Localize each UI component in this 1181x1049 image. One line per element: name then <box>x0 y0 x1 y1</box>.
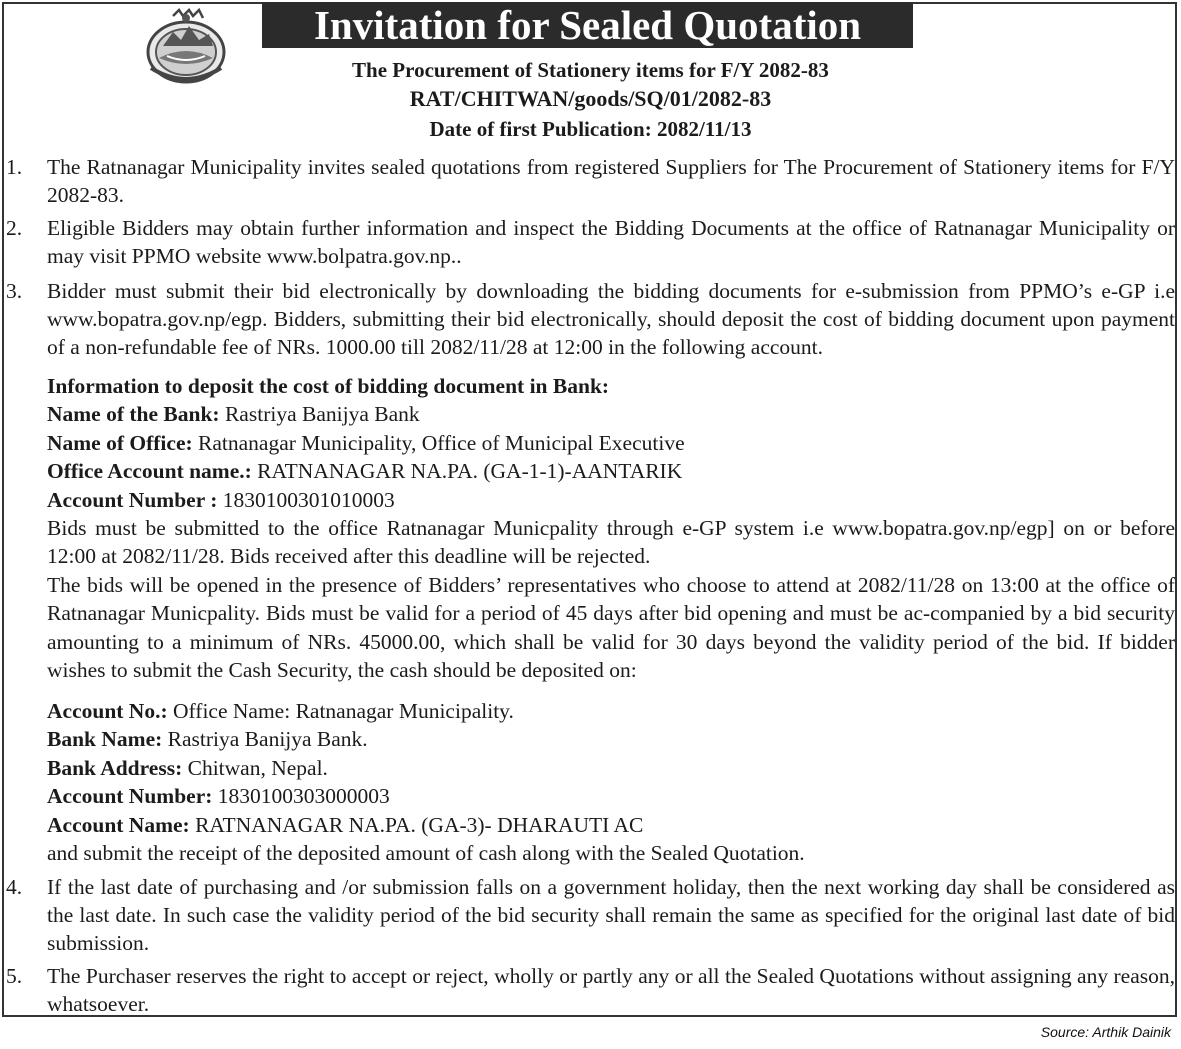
row-label: Bank Address: <box>47 755 183 780</box>
row-value: Rastriya Banijya Bank <box>224 402 420 427</box>
item-number: 5. <box>6 964 23 988</box>
row-value: Ratnanagar Municipality, Office of Municipal Executive <box>198 430 685 455</box>
subtitle-publication-date: Date of first Publication: 2082/11/13 <box>429 117 752 141</box>
submission-paragraph: Bids must be submitted to the office Ratnanagar Municpality through e-GP system i.e www.bopatra.gov.np/egp] on or before 12:00 at 2082/11/28. Bids received after this deadline will be rejected. <box>47 516 1175 569</box>
notice-title: Invitation for Sealed Quotation <box>262 2 913 48</box>
item-number: 2. <box>6 216 23 240</box>
item-text: The Purchaser reserves the right to accept or reject, wholly or partly any or all the Sealed Quotations without assigning any reason, whatsoever. <box>47 964 1175 1016</box>
source-credit: Source: Arthik Dainik <box>1040 1024 1171 1040</box>
row-value: Office Name: Ratnanagar Municipality. <box>173 699 514 723</box>
item-text: The Ratnanagar Municipality invites sealed quotations from registered Suppliers for The Procurement of Stationery items for F/Y 2082-83. <box>47 155 1175 207</box>
bank-info-row <box>47 486 1175 514</box>
bank-info-row <box>47 457 1175 485</box>
subtitle-reference: RAT/CHITWAN/goods/SQ/01/2082-83 <box>409 86 772 111</box>
row-value: 1830100301010003 <box>222 487 395 512</box>
opening-paragraph: The bids will be opened in the presence of Bidders’ representatives who choose to attend at 2082/11/28 on 13:00 at the office of Ratnanagar Municpality. Bids must be valid for a period of 45 days after bid opening and must be ac-companied by a bid security amounting to a minimum of NRs. 45000.00, which shall be valid for 30 days beyond the validity period of the bid. If bidder wishes to submit the Cash Security, the cash should be deposited on: <box>47 572 1175 683</box>
row-label: Name of Office: <box>47 430 193 455</box>
bank-info-row <box>47 429 1175 457</box>
bank-info-row <box>47 400 1175 428</box>
item-number: 3. <box>6 279 23 303</box>
cash-account-row <box>47 811 1175 839</box>
bank-info-section <box>47 372 1175 684</box>
cash-account-row <box>47 697 1175 725</box>
item-text: If the last date of purchasing and /or submission falls on a government holiday, then the next working day shall be considered as the last date. In such case the validity period of the bid security shall remain the same as specified for the original last date of bid submission. <box>47 875 1175 955</box>
cash-account-section <box>47 697 1175 867</box>
cash-account-row <box>47 782 1175 810</box>
row-label: Account Name: <box>47 812 190 837</box>
bank-info-heading: Information to deposit the cost of bidding document in Bank: <box>47 374 610 398</box>
cash-account-row <box>47 725 1175 753</box>
row-value: 1830100303000003 <box>217 784 390 809</box>
row-value: Chitwan, Nepal. <box>187 755 328 780</box>
item-number: 4. <box>6 875 23 899</box>
item-number: 1. <box>6 155 23 179</box>
item-text: Bidder must submit their bid electronically by downloading the bidding documents for e-submission from PPMO’s e-GP i.e www.bopatra.gov.np/egp. Bidders, submitting their bid electronically, should deposit the cost of bidding document upon payment of a non-refundable fee of NRs. 1000.00 till 2082/11/28 at 12:00 in the following account. <box>47 279 1175 359</box>
row-value: Rastriya Banijya Bank. <box>167 727 368 752</box>
cash-account-row <box>47 754 1175 782</box>
cash-account-closing: and submit the receipt of the deposited amount of cash along with the Sealed Quotation. <box>47 841 805 866</box>
row-value: RATNANAGAR NA.PA. (GA-1-1)-AANTARIK <box>257 459 683 484</box>
row-label: Account Number : <box>47 487 218 512</box>
row-label: Account No.: <box>47 699 168 723</box>
row-value: RATNANAGAR NA.PA. (GA-3)- DHARAUTI AC <box>195 812 644 837</box>
item-text: Eligible Bidders may obtain further information and inspect the Bidding Documents at the office of Ratnanagar Municipality or may visit PPMO website www.bolpatra.gov.np.. <box>47 216 1175 268</box>
row-label: Office Account name.: <box>47 459 252 484</box>
row-label: Account Number: <box>47 784 213 809</box>
subtitle-procurement: The Procurement of Stationery items for F/Y 2082-83 <box>352 58 829 82</box>
row-label: Name of the Bank: <box>47 402 220 427</box>
row-label: Bank Name: <box>47 727 163 752</box>
